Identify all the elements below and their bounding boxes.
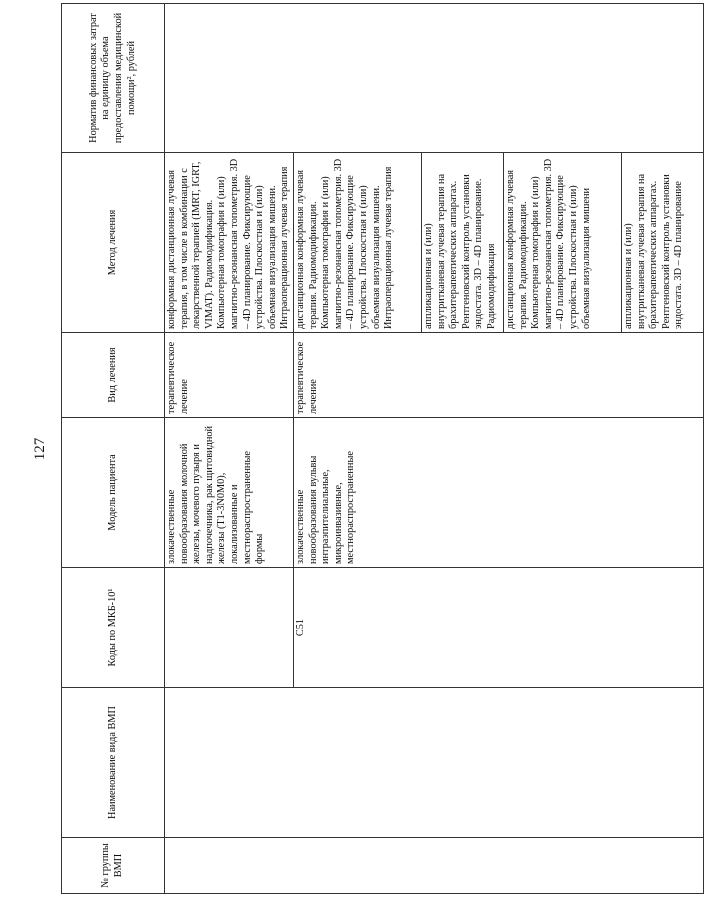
col-header-treatment-type: Вид лечения [62,333,165,418]
patient-model-cell: злокачественные новообразования вульвы интраэпителиальные, микроинвазивные, местнораспространенные [293,418,703,568]
vmp-table [61,3,704,894]
col-header-group-no: № группы ВМП [62,838,165,894]
treatment-type-cell: терапевтическое лечение [293,333,703,418]
treatment-method-cell: аппликационная и (или) внутритканевая лучевая терапия на брахитерапевтических аппаратах. Рентгеновский контроль установки эндостата. 3D – 4D планирование [621,153,703,333]
rotated-table-block [24,4,685,894]
cost-norm-cell [165,4,704,153]
col-header-treatment-method: Метод лечения [62,153,165,333]
table-row [165,4,294,894]
page-number: 127 [32,437,48,461]
treatment-method-cell: дистанционная конформная лучевая терапия. Радиомодификация. Компьютерная томография и (или) магнитно-резонансная топометрия. 3D – 4D планирование. Фиксирующие устройства. Плоскостная и (или) объемная визуализация мишени. Интраоперационная лучевая терапия [293,153,421,333]
icd-code-cell [165,568,294,688]
treatment-method-cell: аппликационная и (или) внутритканевая лучевая терапия на брахитерапевтических аппаратах. Рентгеновский контроль установки эндостата. 3D – 4D планирование. Радиомодификация [421,153,503,333]
col-header-icd-codes: Коды по МКБ-10¹ [62,568,165,688]
treatment-method-cell: конформная дистанционная лучевая терапия, в том числе в комбинации с лекарственной терапией (IMRT, IGRT, VIMAT). Радиомодификация. Компьютерная томография и (или) магнитно-резонансная топометрия. 3D – 4D планирование. Фиксирующие устройства. Плоскостная и (или) объемная визуализация мишени. Интраоперационная лучевая терапия [165,153,294,333]
col-header-vmp-name: Наименование вида ВМП [62,688,165,838]
treatment-type-cell: терапевтическое лечение [165,333,294,418]
group-no-cell [165,838,704,894]
header-row [62,4,165,894]
treatment-method-cell: дистанционная конформная лучевая терапия. Радиомодификация. Компьютерная томография и (или) магнитно-резонансная топометрия. 3D – 4D планирование. Фиксирующие устройства. Плоскостная и (или) объемная визуализация мишени [503,153,621,333]
col-header-cost-norm: Норматив финансовых затрат на единицу объема предоставления медицинской помощи², рублей [62,4,165,153]
vmp-name-cell [165,688,704,838]
icd-code-cell: C51 [293,568,703,688]
patient-model-cell: злокачественные новообразования молочной железы, мочевого пузыря и надпочечника, рак щитовидной железы (T1-3N0M0), локализованные и местнораспространенные формы [165,418,294,568]
col-header-patient-model: Модель пациента [62,418,165,568]
